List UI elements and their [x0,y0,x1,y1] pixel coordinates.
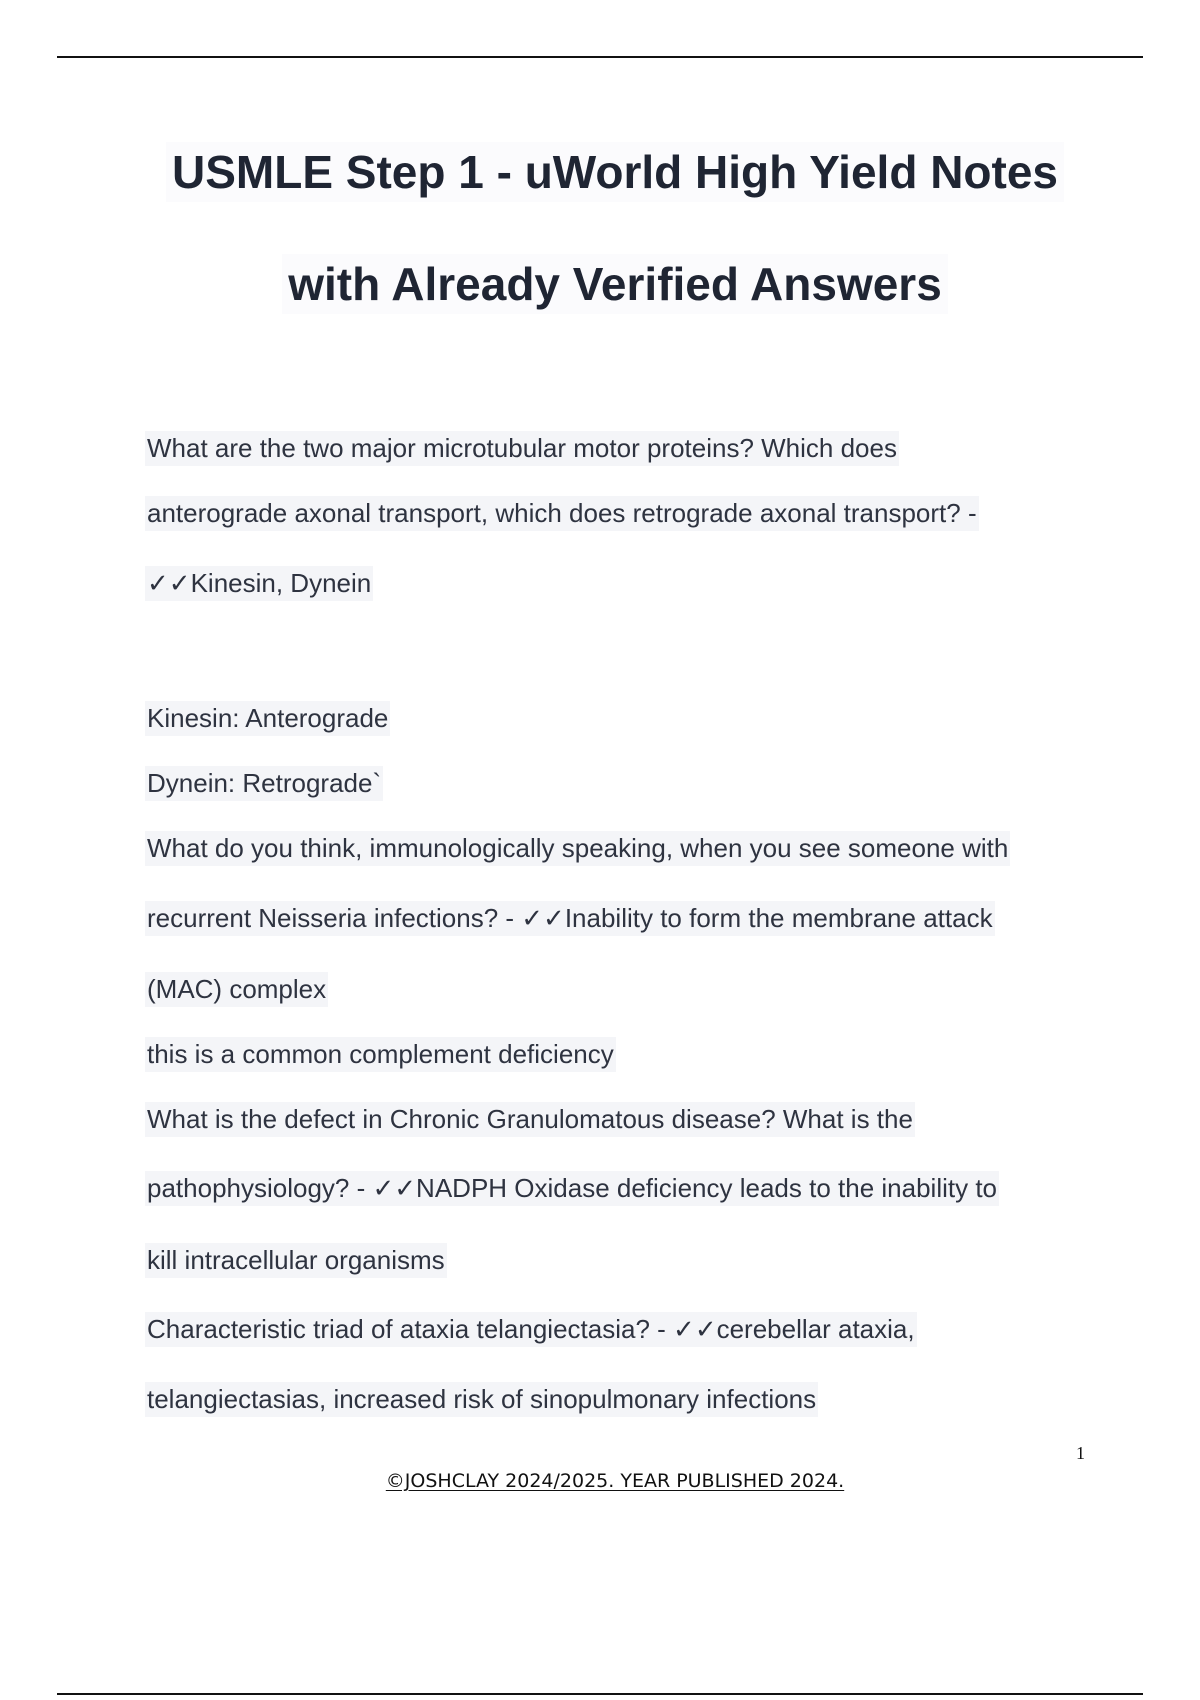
qa-line-6: What do you think, immunologically speaking, when you see someone with [145,832,1010,864]
document-title-line-2 [60,257,1170,311]
footer-copyright [0,1470,1200,1492]
qa-line-2: anterograde axonal transport, which does retrograde axonal transport? - [145,497,979,529]
qa-line-9: this is a common complement deficiency [145,1038,616,1070]
title-line-2-text: with Already Verified Answers [282,254,948,314]
qa-line-5: Dynein: Retrograde` [145,767,383,799]
qa-line-1: What are the two major microtubular motor proteins? Which does [145,432,899,464]
footer-text: ©JOSHCLAY 2024/2025. YEAR PUBLISHED 2024. [385,1470,845,1492]
qa-line-8: (MAC) complex [145,973,328,1005]
qa-line-14: telangiectasias, increased risk of sinopulmonary infections [145,1383,818,1415]
qa-line-13: Characteristic triad of ataxia telangiectasia? - ✓✓cerebellar ataxia, [145,1313,917,1345]
page-number: 1 [1076,1443,1085,1463]
qa-line-11: pathophysiology? - ✓✓NADPH Oxidase deficiency leads to the inability to [145,1172,999,1204]
qa-line-12: kill intracellular organisms [145,1244,447,1276]
qa-line-7: recurrent Neisseria infections? - ✓✓Inability to form the membrane attack [145,902,995,934]
top-rule [57,56,1143,58]
document-title-line-1 [60,145,1170,199]
qa-line-3: ✓✓Kinesin, Dynein [145,567,373,599]
bottom-rule [57,1693,1143,1695]
qa-line-10: What is the defect in Chronic Granulomatous disease? What is the [145,1103,915,1135]
qa-line-4: Kinesin: Anterograde [145,702,390,734]
title-line-1-text: USMLE Step 1 - uWorld High Yield Notes [166,142,1064,202]
